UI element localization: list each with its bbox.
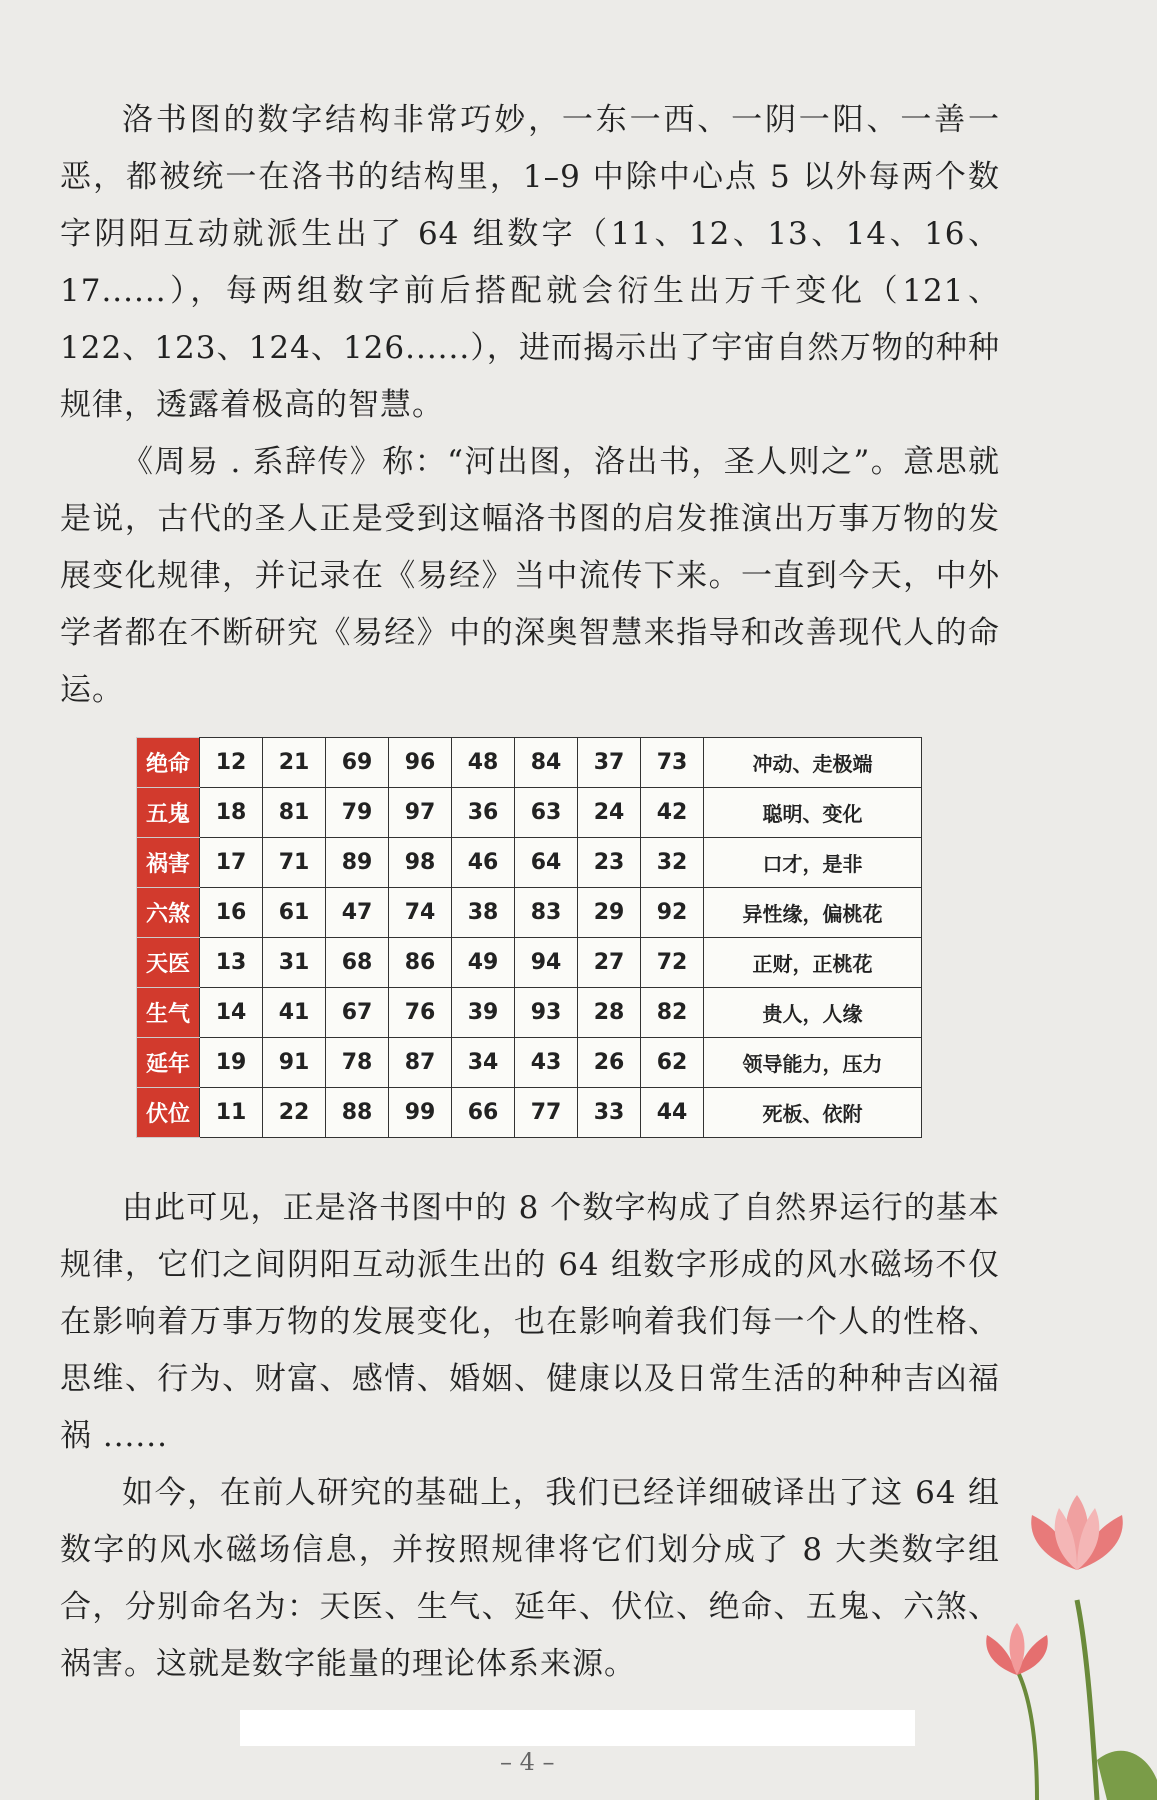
number-cell: 46 [452,838,515,888]
number-cell: 81 [263,788,326,838]
lotus-illustration [977,1420,1157,1800]
number-cell: 29 [578,888,641,938]
number-cell: 87 [389,1038,452,1088]
number-cell: 94 [515,938,578,988]
number-cell: 42 [641,788,704,838]
category-cell: 生气 [137,988,200,1038]
category-cell: 伏位 [137,1088,200,1138]
number-cell: 67 [326,988,389,1038]
number-cell: 18 [200,788,263,838]
table-row [137,1088,922,1138]
number-cell: 39 [452,988,515,1038]
table-row [137,938,922,988]
number-cell: 64 [515,838,578,888]
paragraph: 由此可见，正是洛书图中的 8 个数字构成了自然界运行的基本规律，它们之间阴阳互动派生出的 64 组数字形成的风水磁场不仅在影响着万事万物的发展变化，也在影响着我们每一个人的性格、思维、行为、财富、感情、婚姻、健康以及日常生活的种种吉凶福祸 ...... [60,1190,1000,1454]
number-cell: 14 [200,988,263,1038]
conclusion-text [60,1180,1000,1693]
number-cell: 71 [263,838,326,888]
number-cell: 47 [326,888,389,938]
number-cell: 63 [515,788,578,838]
number-cell: 48 [452,738,515,788]
number-cell: 84 [515,738,578,788]
table-row [137,738,922,788]
number-cell: 89 [326,838,389,888]
meaning-cell: 领导能力，压力 [704,1038,922,1088]
category-cell: 绝命 [137,738,200,788]
number-cell: 41 [263,988,326,1038]
number-cell: 83 [515,888,578,938]
number-cell: 16 [200,888,263,938]
intro-text [60,92,1000,719]
meaning-cell: 死板、依附 [704,1088,922,1138]
number-cell: 26 [578,1038,641,1088]
number-cell: 91 [263,1038,326,1088]
category-cell: 六煞 [137,888,200,938]
number-cell: 32 [641,838,704,888]
meaning-cell: 冲动、走极端 [704,738,922,788]
category-cell: 延年 [137,1038,200,1088]
number-cell: 28 [578,988,641,1038]
number-cell: 92 [641,888,704,938]
meaning-cell: 异性缘，偏桃花 [704,888,922,938]
number-cell: 38 [452,888,515,938]
meaning-cell: 贵人，人缘 [704,988,922,1038]
number-energy-table [136,737,922,1138]
number-cell: 61 [263,888,326,938]
number-cell: 88 [326,1088,389,1138]
number-cell: 19 [200,1038,263,1088]
paragraph: 《周易 . 系辞传》称：“河出图，洛出书，圣人则之”。意思就是说，古代的圣人正是受到这幅洛书图的启发推演出万事万物的发展变化规律，并记录在《易经》当中流传下来。一直到今天，中外学者都在不断研究《易经》中的深奥智慧来指导和改善现代人的命运。 [60,444,1000,708]
number-cell: 24 [578,788,641,838]
number-cell: 73 [641,738,704,788]
number-cell: 11 [200,1088,263,1138]
number-cell: 34 [452,1038,515,1088]
number-cell: 43 [515,1038,578,1088]
category-cell: 五鬼 [137,788,200,838]
number-cell: 22 [263,1088,326,1138]
number-cell: 79 [326,788,389,838]
number-cell: 36 [452,788,515,838]
category-cell: 天医 [137,938,200,988]
number-cell: 86 [389,938,452,988]
table-row [137,838,922,888]
number-cell: 99 [389,1088,452,1138]
table-row [137,888,922,938]
number-cell: 77 [515,1088,578,1138]
number-cell: 82 [641,988,704,1038]
table-row [137,788,922,838]
number-cell: 49 [452,938,515,988]
number-cell: 21 [263,738,326,788]
number-cell: 27 [578,938,641,988]
number-cell: 96 [389,738,452,788]
number-cell: 12 [200,738,263,788]
number-cell: 66 [452,1088,515,1138]
table-row [137,988,922,1038]
number-cell: 78 [326,1038,389,1088]
number-cell: 44 [641,1088,704,1138]
meaning-cell: 正财，正桃花 [704,938,922,988]
number-cell: 97 [389,788,452,838]
number-cell: 31 [263,938,326,988]
number-cell: 69 [326,738,389,788]
number-cell: 13 [200,938,263,988]
paragraph: 如今，在前人研究的基础上，我们已经详细破译出了这 64 组数字的风水磁场信息，并按照规律将它们划分成了 8 大类数字组合，分别命名为：天医、生气、延年、伏位、绝命、五鬼、六煞、祸害。这就是数字能量的理论体系来源。 [60,1475,1000,1682]
number-cell: 74 [389,888,452,938]
number-cell: 98 [389,838,452,888]
paragraph: 洛书图的数字结构非常巧妙，一东一西、一阴一阳、一善一恶，都被统一在洛书的结构里，1–9 中除中心点 5 以外每两个数字阴阳互动就派生出了 64 组数字（11、12、13、14、16、17......），每两组数字前后搭配就会衍生出万千变化（121、122、123、124、126......），进而揭示出了宇宙自然万物的种种规律，透露着极高的智慧。 [60,102,1000,423]
number-cell: 17 [200,838,263,888]
number-cell: 93 [515,988,578,1038]
meaning-cell: 聪明、变化 [704,788,922,838]
number-cell: 72 [641,938,704,988]
number-cell: 33 [578,1088,641,1138]
number-cell: 68 [326,938,389,988]
number-cell: 23 [578,838,641,888]
number-cell: 76 [389,988,452,1038]
number-cell: 37 [578,738,641,788]
table-row [137,1038,922,1088]
meaning-cell: 口才，是非 [704,838,922,888]
number-cell: 62 [641,1038,704,1088]
category-cell: 祸害 [137,838,200,888]
redaction-box [240,1710,915,1746]
page-number: – 4 – [500,1748,555,1776]
